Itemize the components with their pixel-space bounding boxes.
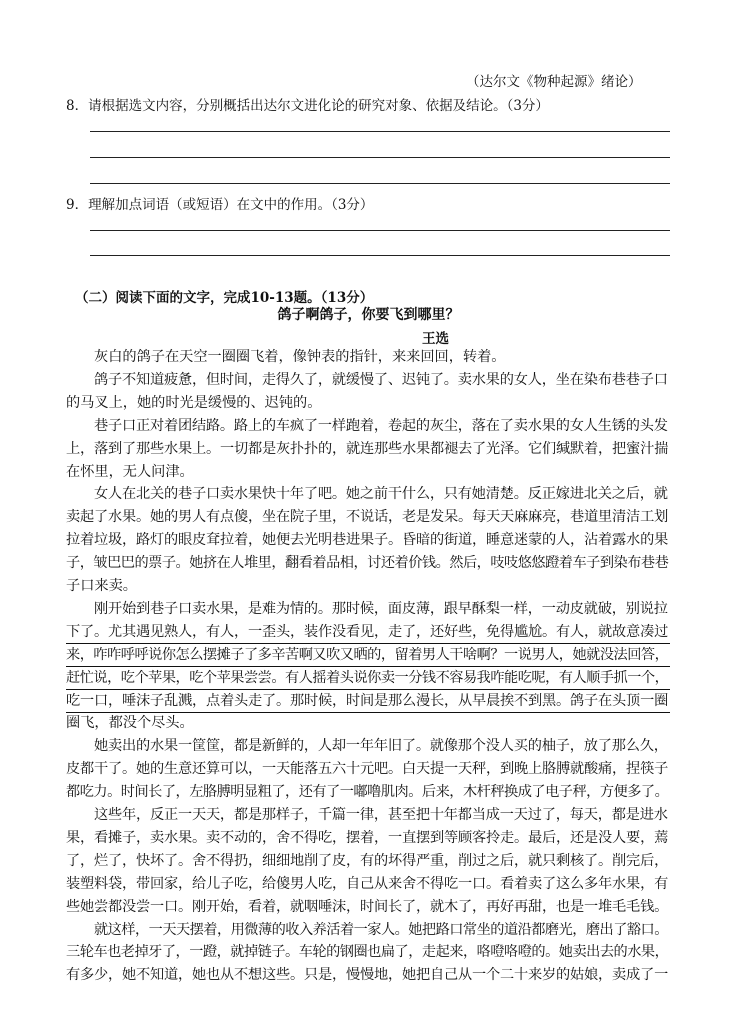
article-line: 吃一口，唾沫子乱溅，点着头走了。那时候，时间是那么漫长，从早晨挨不到黑。鸽子在头顶一圈 bbox=[66, 690, 670, 713]
article-line: 刚开始到巷子口卖水果，是难为情的。那时候，面皮薄，跟早酥梨一样，一动皮就破，别说拉 bbox=[94, 600, 668, 617]
article-line: 拉着垃圾，路灯的眼皮耷拉着，她便去光明巷进果子。昏暗的街道，睡意迷蒙的人，沾着露水的果 bbox=[66, 532, 669, 549]
article-line: 装塑料袋，带回家，给儿子吃，给傻男人吃，自己从来舍不得吃一口。看着卖了这么多年水果，有 bbox=[66, 875, 669, 892]
article-line: 赶忙说，吃个苹果，吃个苹果尝尝。有人摇着头说你卖一分钱不容易我咋能吃呢，有人顺手抓一个， bbox=[66, 667, 670, 690]
article-line: 三轮车也老掉牙了，一蹬，就掉链子。车轮的钢圈也扁了，走起来，咯噔咯噔的。她卖出去的水果， bbox=[66, 944, 669, 961]
answer-line[interactable] bbox=[90, 255, 670, 256]
article-line: 卖起了水果。她的男人有点傻，坐在院子里，不说话，老是发呆。每天天麻麻亮，巷道里清洁工划 bbox=[66, 509, 669, 526]
article-line: 圈飞，都没个尽头。 bbox=[66, 715, 194, 732]
section-heading: （二）阅读下面的文字，完成10-13题。（13分） bbox=[75, 290, 374, 306]
article-line: 就这样，一天天摆着，用微薄的收入养活着一家人。她把路口常坐的道沿都磨光，磨出了豁口。 bbox=[94, 921, 668, 938]
article-line: 子口来卖。 bbox=[66, 578, 137, 594]
article-line: 鸽子不知道疲惫，但时间，走得久了，就缓慢了、迟钝了。卖水果的女人，坐在染布巷巷子口 bbox=[94, 371, 668, 388]
question-8: 8．请根据选文内容，分别概括出达尔文进化论的研究对象、依据及结论。（3分） bbox=[66, 98, 549, 114]
answer-line[interactable] bbox=[90, 131, 670, 132]
article-line: 女人在北关的巷子口卖水果快十年了吧。她之前干什么，只有她清楚。反正嫁进北关之后，就 bbox=[94, 486, 668, 503]
article-line: 都吃力。时间长了，左胳膊明显粗了，还有了一嘟噜肌肉。后来，木杆秤换成了电子秤，方便多了。 bbox=[66, 784, 669, 801]
article-line: 灰白的鸽子在天空一圈圈飞着，像钟表的指针，来来回回，转着。 bbox=[94, 349, 506, 365]
question-9: 9．理解加点词语（或短语）在文中的作用。（3分） bbox=[66, 197, 374, 213]
article-line: 子，皱巴巴的票子。她挤在人堆里，翻看着品相，讨还着价钱。然后，吱吱悠悠蹬着车子到染布巷巷 bbox=[66, 555, 669, 572]
article-line: 有多少，她不知道，她也从不想这些。只是，慢慢地，她把自己从一个二十来岁的姑娘，卖成了一 bbox=[66, 967, 669, 984]
article-author: 王选 bbox=[422, 331, 449, 347]
source-citation: （达尔文《物种起源》绪论） bbox=[466, 74, 642, 90]
article-line: 了，烂了，快坏了。舍不得扔，细细地削了皮，有的坏得严重，削过之后，就只剩核了。削完后， bbox=[66, 852, 669, 869]
article-line: 在怀里，无人问津。 bbox=[66, 463, 194, 480]
article-line: 来，咋咋呼呼说你怎么摆摊子了多辛苦啊又吹又晒的，留着男人干啥啊？一说男人，她就没法回答， bbox=[66, 644, 670, 667]
article-line: 皮都干了。她的生意还算可以，一天能落五六十元吧。白天提一天秤，到晚上胳膊就酸痛，捏筷子 bbox=[66, 761, 669, 778]
article-title: 鸽子啊鸽子，你要飞到哪里？ bbox=[277, 307, 460, 323]
article-line: 上，落到了那些水果上。一切都是灰扑扑的，就连那些水果都褪去了光泽。它们缄默着，把蜜汁揣 bbox=[66, 440, 669, 457]
article-line: 她卖出的水果一筐筐，都是新鲜的，人却一年年旧了。就像那个没人买的柚子，放了那么久， bbox=[94, 738, 668, 755]
article-line: 巷子口正对着团结路。路上的车疯了一样跑着，卷起的灰尘，落在了卖水果的女人生锈的头发 bbox=[94, 417, 668, 434]
answer-line[interactable] bbox=[90, 183, 670, 184]
article-line: 的马叉上，她的时光是缓慢的、迟钝的。 bbox=[66, 394, 322, 411]
article-line: 下了。尤其遇见熟人，有人，一歪头，装作没看见，走了，还好些，免得尴尬。有人，就故意凑过 bbox=[66, 621, 670, 644]
article-line: 这些年，反正一天天，都是那样子，千篇一律，甚至把十年都当成一天过了，每天，都是进水 bbox=[94, 807, 668, 823]
article-line: 些她尝都没尝一口。刚开始，看着，就咽唾沫，时间长了，就木了，再好再甜，也是一堆毛毛钱。 bbox=[66, 898, 669, 915]
article-line: 果，看摊子，卖水果。卖不动的，舍不得吃，摆着，一直摆到等顾客拎走。最后，还是没人要，蔫 bbox=[66, 829, 669, 846]
answer-line[interactable] bbox=[90, 157, 670, 158]
answer-line[interactable] bbox=[90, 230, 670, 231]
